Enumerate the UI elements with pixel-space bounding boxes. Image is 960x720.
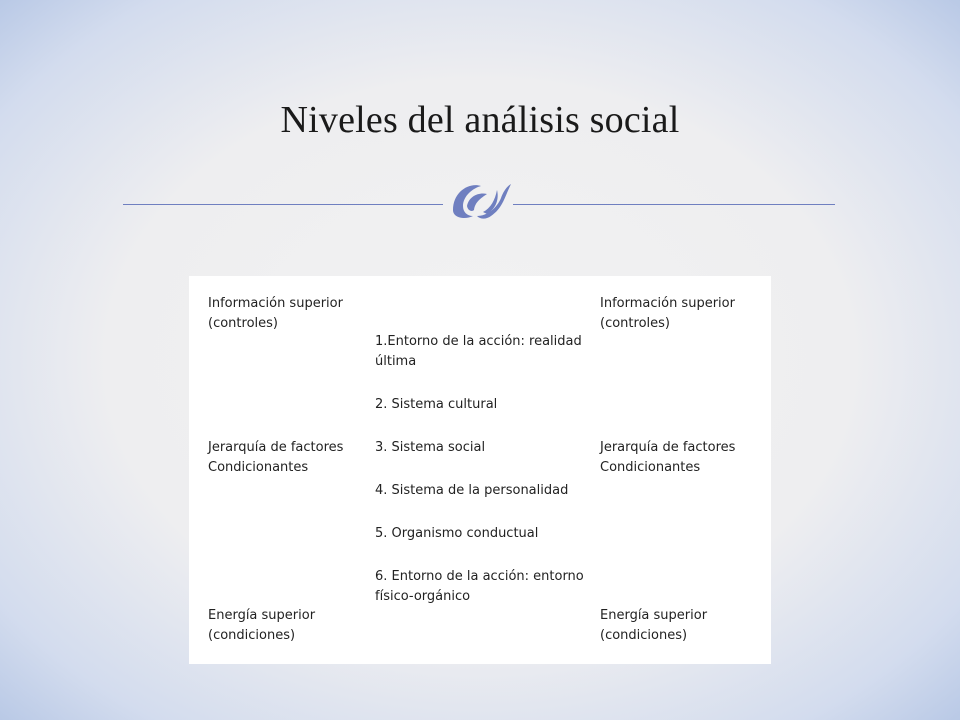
level-item-1: 1.Entorno de la acción: realidad última <box>375 334 582 369</box>
level-item-4: 4. Sistema de la personalidad <box>375 483 569 498</box>
right-label-middle: Jerarquía de factores Condicionantes <box>600 440 736 475</box>
right-label-top: Información superior (controles) <box>600 296 735 331</box>
level-item-5: 5. Organismo conductual <box>375 526 539 541</box>
level-item-6: 6. Entorno de la acción: entorno físico-orgánico <box>375 569 584 604</box>
left-label-bottom: Energía superior (condiciones) <box>208 608 316 643</box>
title-divider-left <box>123 204 443 205</box>
level-item-2: 2. Sistema cultural <box>375 397 498 412</box>
left-label-middle: Jerarquía de factores Condicionantes <box>208 440 344 475</box>
levels-diagram <box>189 276 771 664</box>
title-divider-right <box>513 204 835 205</box>
left-label-top: Información superior (controles) <box>208 296 343 331</box>
slide-title: Niveles del análisis social <box>280 99 680 141</box>
level-item-3: 3. Sistema social <box>375 440 486 455</box>
fleuron-icon <box>447 172 513 228</box>
right-label-bottom: Energía superior (condiciones) <box>600 608 708 643</box>
